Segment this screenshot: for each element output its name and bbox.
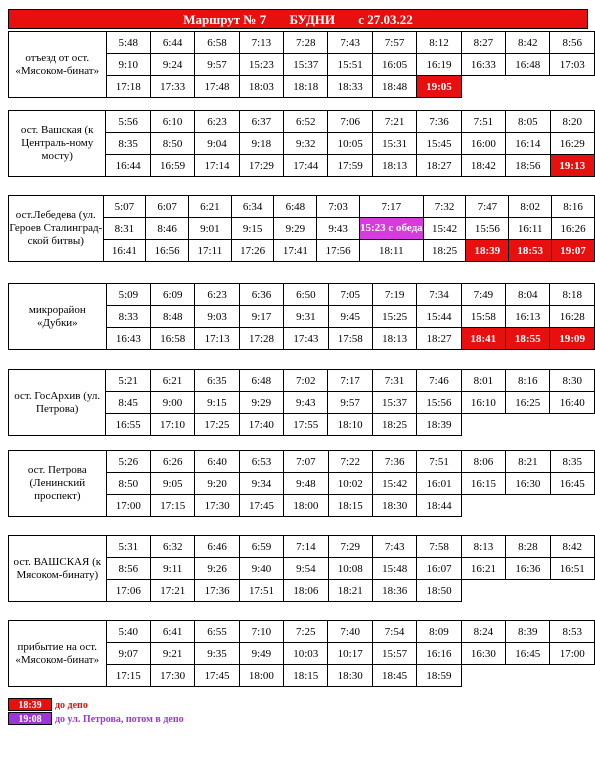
departure-time: 7:51 <box>417 451 461 473</box>
table-row <box>9 111 595 133</box>
departure-time: 7:21 <box>372 111 416 133</box>
departure-time: 6:50 <box>284 284 328 306</box>
departure-time: 16:41 <box>103 240 146 262</box>
departure-time: 18:59 <box>417 665 461 687</box>
departure-time: 8:09 <box>417 621 461 643</box>
departure-time: 9:43 <box>284 392 328 414</box>
departure-time: 9:29 <box>239 392 283 414</box>
departure-time: 18:03 <box>239 76 283 98</box>
departure-time: 9:20 <box>195 473 239 495</box>
departure-time: 18:30 <box>328 665 372 687</box>
departure-time: 8:31 <box>103 218 146 240</box>
departure-time: 18:48 <box>372 76 416 98</box>
departure-time: 8:04 <box>506 284 550 306</box>
departure-time: 8:46 <box>146 218 189 240</box>
departure-time: 18:25 <box>423 240 466 262</box>
departure-time: 7:06 <box>328 111 372 133</box>
departure-time: 17:18 <box>106 76 150 98</box>
departure-time: 6:59 <box>239 536 283 558</box>
empty-cell <box>506 665 550 687</box>
stop-schedule-table <box>8 195 595 262</box>
departure-time: 9:32 <box>284 133 328 155</box>
stop-schedule-table <box>8 369 595 436</box>
departure-time: 8:18 <box>550 284 595 306</box>
empty-cell <box>550 414 595 436</box>
departure-time: 18:13 <box>372 155 416 177</box>
departure-time: 17:14 <box>195 155 239 177</box>
departure-time: 9:43 <box>317 218 360 240</box>
departure-time: 18:27 <box>417 328 461 350</box>
departure-time: 16:45 <box>550 473 594 495</box>
departure-time: 8:30 <box>550 370 595 392</box>
departure-time: 6:48 <box>274 196 317 218</box>
departure-time: 16:11 <box>509 218 552 240</box>
departure-time: 17:11 <box>189 240 232 262</box>
departure-time: 10:05 <box>328 133 372 155</box>
departure-time: 7:51 <box>461 111 505 133</box>
departure-time: 6:36 <box>239 284 283 306</box>
departure-time: 18:45 <box>372 665 416 687</box>
departure-time: 9:11 <box>151 558 195 580</box>
stop-schedule-table <box>8 535 595 602</box>
departure-time: 9:03 <box>195 306 239 328</box>
legend-item <box>8 712 184 725</box>
departure-time: 7:07 <box>284 451 328 473</box>
departure-time: 9:35 <box>195 643 239 665</box>
departure-time: 6:23 <box>195 111 239 133</box>
legend-item <box>8 698 88 711</box>
departure-time: 17:44 <box>284 155 328 177</box>
departure-time: 17:36 <box>195 580 239 602</box>
departure-time: 7:36 <box>417 111 461 133</box>
departure-time: 5:31 <box>106 536 150 558</box>
departure-time: 6:41 <box>150 621 194 643</box>
departure-time: 8:33 <box>106 306 150 328</box>
departure-time: 5:26 <box>106 451 150 473</box>
departure-time: 8:20 <box>550 111 594 133</box>
departure-time: 9:01 <box>189 218 232 240</box>
departure-time: 10:02 <box>328 473 372 495</box>
empty-cell <box>506 495 550 517</box>
departure-time: 8:50 <box>150 133 194 155</box>
departure-time: 8:42 <box>550 536 594 558</box>
empty-cell <box>461 76 505 98</box>
departure-time: 17:41 <box>274 240 317 262</box>
departure-time: 10:03 <box>284 643 328 665</box>
departure-time: 8:45 <box>106 392 150 414</box>
departure-time: 7:10 <box>239 621 283 643</box>
departure-time: 18:10 <box>328 414 372 436</box>
departure-time: 15:57 <box>372 643 416 665</box>
departure-time: 7:34 <box>417 284 461 306</box>
departure-time: 6:40 <box>195 451 239 473</box>
departure-time: 17:30 <box>150 665 194 687</box>
departure-time: 9:48 <box>284 473 328 495</box>
departure-time: 17:21 <box>151 580 195 602</box>
departure-time: 15:37 <box>372 392 416 414</box>
departure-time: 8:01 <box>461 370 505 392</box>
departure-time: 16:15 <box>461 473 505 495</box>
departure-time: 7:03 <box>317 196 360 218</box>
legend-swatch: 19:08 <box>8 712 52 725</box>
departure-time: 8:27 <box>461 32 505 54</box>
departure-time: 17:00 <box>550 643 595 665</box>
departure-time: 19:09 <box>550 328 595 350</box>
departure-time: 7:43 <box>372 536 416 558</box>
stop-name: ост. ВАШСКАЯ (к Мясоком-бинату) <box>9 536 107 602</box>
departure-time: 9:24 <box>150 54 194 76</box>
departure-time: 9:00 <box>150 392 194 414</box>
departure-time: 5:21 <box>106 370 150 392</box>
stop-schedule-table <box>8 110 595 177</box>
departure-time: 5:40 <box>106 621 150 643</box>
departure-time: 9:45 <box>328 306 372 328</box>
departure-time: 7:43 <box>328 32 372 54</box>
departure-time: 7:02 <box>284 370 328 392</box>
departure-time: 6:21 <box>150 370 194 392</box>
departure-time: 15:23 <box>239 54 283 76</box>
legend-text: до ул. Петрова, потом в депо <box>55 714 184 725</box>
departure-time: 16:07 <box>417 558 461 580</box>
departure-time: 6:10 <box>150 111 194 133</box>
departure-time: 6:55 <box>195 621 239 643</box>
departure-time: 18:44 <box>417 495 461 517</box>
departure-time: 9:57 <box>328 392 372 414</box>
departure-time: 18:42 <box>461 155 505 177</box>
departure-time: 6:35 <box>195 370 239 392</box>
departure-time: 6:48 <box>239 370 283 392</box>
departure-time: 18:55 <box>506 328 550 350</box>
departure-time: 17:30 <box>195 495 239 517</box>
departure-time: 16:55 <box>106 414 150 436</box>
departure-time: 8:13 <box>461 536 505 558</box>
departure-time: 8:05 <box>506 111 550 133</box>
table-row <box>9 196 595 218</box>
departure-time: 6:44 <box>150 32 194 54</box>
departure-time: 18:33 <box>328 76 372 98</box>
departure-time: 9:04 <box>195 133 239 155</box>
departure-time: 18:00 <box>284 495 328 517</box>
departure-time: 16:33 <box>461 54 505 76</box>
departure-time: 18:27 <box>417 155 461 177</box>
departure-time: 6:26 <box>151 451 195 473</box>
departure-time: 9:57 <box>195 54 239 76</box>
empty-cell <box>550 76 595 98</box>
departure-time: 6:52 <box>284 111 328 133</box>
empty-cell <box>461 414 505 436</box>
departure-time: 15:45 <box>417 133 461 155</box>
departure-time: 16:36 <box>506 558 550 580</box>
departure-time: 16:10 <box>461 392 505 414</box>
stop-name: отъезд от ост. «Мясоком-бинат» <box>9 32 107 98</box>
departure-time: 9:26 <box>195 558 239 580</box>
legend-text: до депо <box>55 700 88 711</box>
departure-time: 8:42 <box>506 32 550 54</box>
departure-time: 8:53 <box>550 621 595 643</box>
departure-time: 6:53 <box>239 451 283 473</box>
stop-name: ост. Вашская (к Централь-ному мосту) <box>9 111 106 177</box>
departure-time: 17:43 <box>284 328 328 350</box>
departure-time: 16:13 <box>506 306 550 328</box>
departure-time: 16:00 <box>461 133 505 155</box>
departure-time: 18:21 <box>328 580 372 602</box>
departure-time: 18:39 <box>417 414 461 436</box>
departure-time: 9:54 <box>284 558 328 580</box>
departure-time: 6:23 <box>195 284 239 306</box>
departure-time: 15:58 <box>461 306 505 328</box>
schedule-title <box>8 9 588 29</box>
departure-time: 8:56 <box>550 32 595 54</box>
departure-time: 7:14 <box>284 536 328 558</box>
departure-time: 6:37 <box>239 111 283 133</box>
departure-time: 7:47 <box>466 196 509 218</box>
departure-time: 15:51 <box>328 54 372 76</box>
departure-time: 10:08 <box>328 558 372 580</box>
departure-time: 15:42 <box>372 473 416 495</box>
departure-time: 17:58 <box>328 328 372 350</box>
departure-time: 5:07 <box>103 196 146 218</box>
departure-time: 8:02 <box>509 196 552 218</box>
stop-schedule-table <box>8 31 595 98</box>
departure-time: 15:37 <box>284 54 328 76</box>
departure-time: 8:56 <box>106 558 150 580</box>
departure-time: 19:13 <box>550 155 594 177</box>
departure-time: 10:17 <box>328 643 372 665</box>
departure-time: 9:31 <box>284 306 328 328</box>
departure-time: 18:18 <box>284 76 328 98</box>
table-row <box>9 451 595 473</box>
departure-time: 18:00 <box>239 665 283 687</box>
departure-time: 15:44 <box>417 306 461 328</box>
departure-time: 16:01 <box>417 473 461 495</box>
departure-time: 17:45 <box>195 665 239 687</box>
departure-time: 17:51 <box>239 580 283 602</box>
departure-time: 16:58 <box>151 328 195 350</box>
departure-time: 9:15 <box>195 392 239 414</box>
departure-time: 8:39 <box>506 621 550 643</box>
departure-time: 17:28 <box>239 328 283 350</box>
empty-cell <box>461 495 505 517</box>
departure-time: 7:32 <box>423 196 466 218</box>
empty-cell <box>506 580 550 602</box>
departure-time: 17:59 <box>328 155 372 177</box>
departure-time: 9:40 <box>239 558 283 580</box>
departure-time: 16:56 <box>146 240 189 262</box>
departure-time: 7:46 <box>417 370 461 392</box>
departure-time: 8:35 <box>106 133 150 155</box>
departure-time: 8:21 <box>506 451 550 473</box>
departure-time: 9:17 <box>239 306 283 328</box>
departure-time: 17:25 <box>195 414 239 436</box>
table-row <box>9 536 595 558</box>
departure-time: 17:55 <box>284 414 328 436</box>
departure-time: 5:09 <box>106 284 150 306</box>
departure-time: 17:03 <box>550 54 595 76</box>
departure-time: 18:25 <box>372 414 416 436</box>
departure-time: 16:28 <box>550 306 595 328</box>
stop-name: ост.Лебедева (ул. Героев Сталинград-ской битвы) <box>9 196 104 262</box>
departure-time: 18:39 <box>466 240 509 262</box>
departure-time: 16:14 <box>506 133 550 155</box>
departure-time: 7:17 <box>359 196 423 218</box>
departure-time: 5:56 <box>106 111 150 133</box>
empty-cell <box>550 495 594 517</box>
departure-time: 16:51 <box>550 558 594 580</box>
departure-time: 18:36 <box>372 580 416 602</box>
departure-time: 7:40 <box>328 621 372 643</box>
empty-cell <box>506 414 550 436</box>
departure-time: 6:46 <box>195 536 239 558</box>
departure-time: 6:34 <box>231 196 274 218</box>
departure-time: 17:29 <box>239 155 283 177</box>
departure-time: 6:32 <box>151 536 195 558</box>
departure-time: 16:16 <box>417 643 461 665</box>
departure-time: 9:18 <box>239 133 283 155</box>
departure-time: 18:30 <box>372 495 416 517</box>
departure-time: 7:13 <box>239 32 283 54</box>
departure-time: 7:36 <box>372 451 416 473</box>
departure-time: 8:06 <box>461 451 505 473</box>
departure-time: 9:10 <box>106 54 150 76</box>
departure-time: 17:15 <box>151 495 195 517</box>
departure-time: 17:40 <box>239 414 283 436</box>
departure-time: 17:00 <box>106 495 150 517</box>
departure-time: 9:07 <box>106 643 150 665</box>
departure-time: 16:19 <box>417 54 461 76</box>
route-number: Маршрут № 7 <box>183 12 267 27</box>
departure-time: 8:16 <box>552 196 595 218</box>
departure-time: 17:48 <box>195 76 239 98</box>
departure-time: 6:21 <box>189 196 232 218</box>
departure-time: 18:15 <box>328 495 372 517</box>
departure-time: 15:56 <box>466 218 509 240</box>
departure-time: 17:33 <box>150 76 194 98</box>
valid-since: с 27.03.22 <box>358 12 413 27</box>
stop-name: ост. ГосАрхив (ул. Петрова) <box>9 370 106 436</box>
departure-time: 17:13 <box>195 328 239 350</box>
departure-time: 6:07 <box>146 196 189 218</box>
departure-time: 16:44 <box>106 155 150 177</box>
departure-time: 16:48 <box>506 54 550 76</box>
stop-schedule-table <box>8 283 595 350</box>
departure-time: 9:29 <box>274 218 317 240</box>
departure-time: 8:12 <box>417 32 461 54</box>
departure-time: 19:05 <box>417 76 461 98</box>
departure-time: 16:05 <box>372 54 416 76</box>
legend-swatch: 18:39 <box>8 698 52 711</box>
departure-time: 17:26 <box>231 240 274 262</box>
departure-time: 17:10 <box>150 414 194 436</box>
departure-time: 7:58 <box>417 536 461 558</box>
departure-time: 6:09 <box>151 284 195 306</box>
departure-time: 9:05 <box>151 473 195 495</box>
day-type: БУДНИ <box>289 12 335 27</box>
empty-cell <box>461 665 505 687</box>
stop-name: микрорайон «Дубки» <box>9 284 107 350</box>
departure-time: 15:31 <box>372 133 416 155</box>
departure-time: 18:53 <box>509 240 552 262</box>
departure-time: 16:21 <box>461 558 505 580</box>
departure-time: 8:48 <box>151 306 195 328</box>
departure-time: 9:34 <box>239 473 283 495</box>
empty-cell <box>461 580 505 602</box>
departure-time: 7:19 <box>372 284 416 306</box>
departure-time: 17:45 <box>239 495 283 517</box>
stop-schedule-table <box>8 620 595 687</box>
departure-time: 9:49 <box>239 643 283 665</box>
table-row <box>9 370 595 392</box>
stop-schedule-table <box>8 450 595 517</box>
table-row <box>9 32 595 54</box>
departure-time: 8:35 <box>550 451 594 473</box>
departure-time: 18:15 <box>284 665 328 687</box>
departure-time: 17:06 <box>106 580 150 602</box>
departure-time: 16:30 <box>506 473 550 495</box>
departure-time: 5:48 <box>106 32 150 54</box>
departure-time: 15:48 <box>372 558 416 580</box>
departure-time: 8:16 <box>506 370 550 392</box>
departure-time: 15:42 <box>423 218 466 240</box>
departure-time: 6:58 <box>195 32 239 54</box>
departure-time: 8:28 <box>506 536 550 558</box>
departure-time: 16:30 <box>461 643 505 665</box>
departure-time: 9:21 <box>150 643 194 665</box>
departure-time: 7:31 <box>372 370 416 392</box>
empty-cell <box>506 76 550 98</box>
departure-time: 17:15 <box>106 665 150 687</box>
departure-time: 7:17 <box>328 370 372 392</box>
departure-time: 19:07 <box>552 240 595 262</box>
departure-time: 7:05 <box>328 284 372 306</box>
departure-time: 15:25 <box>372 306 416 328</box>
empty-cell <box>550 665 595 687</box>
departure-time: 7:49 <box>461 284 505 306</box>
departure-time: 18:56 <box>506 155 550 177</box>
departure-time: 8:24 <box>461 621 505 643</box>
departure-time: 8:50 <box>106 473 150 495</box>
departure-time: 16:26 <box>552 218 595 240</box>
departure-time: 18:06 <box>284 580 328 602</box>
departure-time: 15:23 с обеда <box>359 218 423 240</box>
table-row <box>9 284 595 306</box>
departure-time: 17:56 <box>317 240 360 262</box>
departure-time: 18:50 <box>417 580 461 602</box>
departure-time: 7:54 <box>372 621 416 643</box>
departure-time: 16:29 <box>550 133 594 155</box>
departure-time: 15:56 <box>417 392 461 414</box>
departure-time: 16:25 <box>506 392 550 414</box>
departure-time: 7:25 <box>284 621 328 643</box>
departure-time: 16:40 <box>550 392 595 414</box>
table-row <box>9 621 595 643</box>
departure-time: 7:57 <box>372 32 416 54</box>
departure-time: 9:15 <box>231 218 274 240</box>
departure-time: 7:22 <box>328 451 372 473</box>
empty-cell <box>550 580 594 602</box>
stop-name: прибытие на ост. «Мясоком-бинат» <box>9 621 107 687</box>
departure-time: 18:41 <box>461 328 505 350</box>
departure-time: 7:29 <box>328 536 372 558</box>
departure-time: 16:59 <box>150 155 194 177</box>
departure-time: 16:45 <box>506 643 550 665</box>
departure-time: 18:11 <box>359 240 423 262</box>
departure-time: 18:13 <box>372 328 416 350</box>
stop-name: ост. Петрова (Ленинский проспект) <box>9 451 107 517</box>
departure-time: 16:43 <box>106 328 150 350</box>
departure-time: 7:28 <box>284 32 328 54</box>
